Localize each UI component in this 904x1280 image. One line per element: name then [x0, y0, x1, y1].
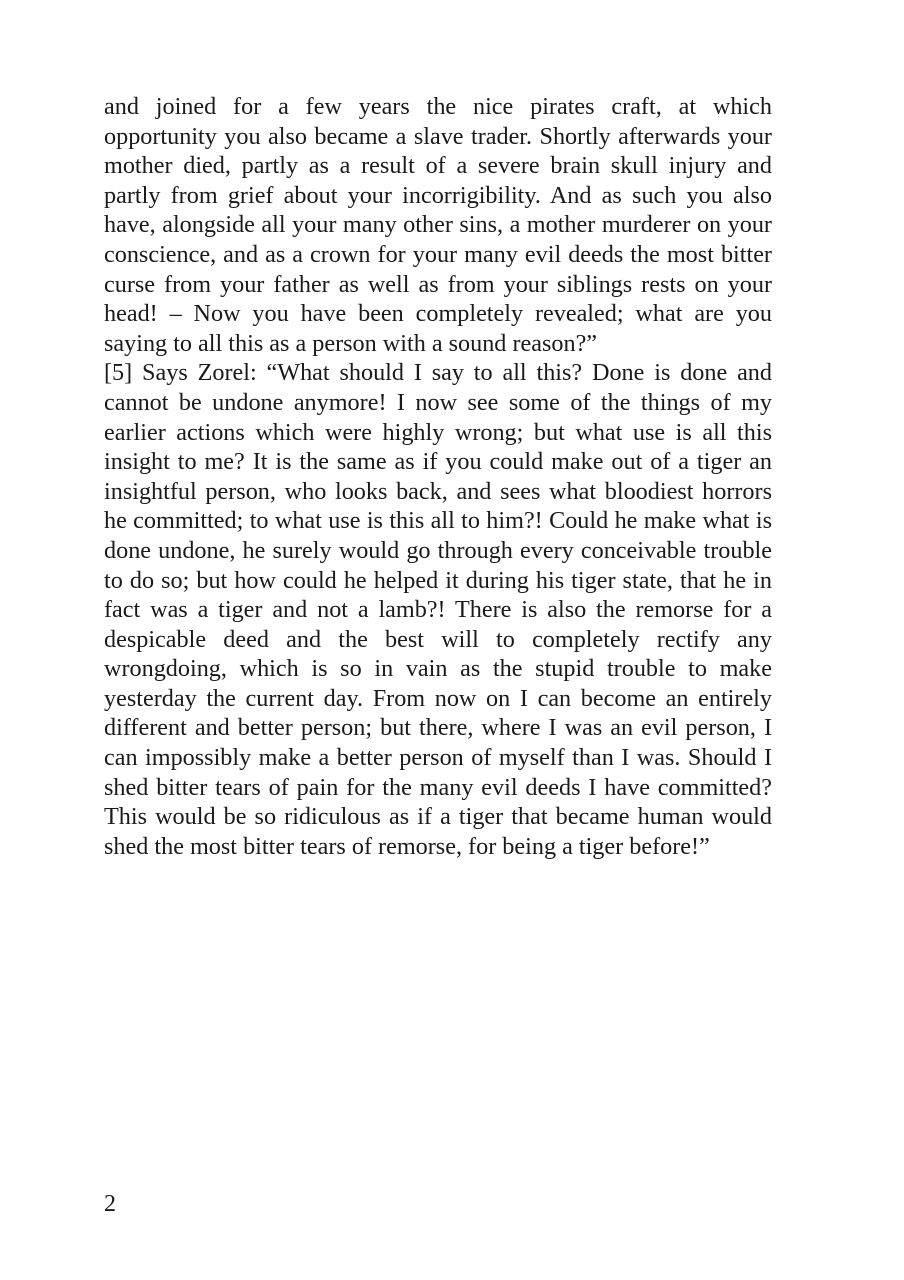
paragraph-continuation: and joined for a few years the nice pirates craft, at which opportunity you also became a slave trader. Shortly afterwards your mother died, partly as a result of a severe brain skull injury and partly from grief about your incorrigibility. And as such you also have, alongside all your many other sins, a mother murderer on your conscience, and as a crown for your many evil deeds the most bitter curse from your father as well as from your siblings rests on your head! – Now you have been completely revealed; what are you saying to all this as a person with a sound reason?”	[104, 93, 772, 357]
paragraph-5: [5] Says Zorel: “What should I say to all this? Done is done and cannot be undone anymore! I now see some of the things of my earlier actions which were highly wrong; but what use is all this insight to me? It is the same as if you could make out of a tiger an insightful person, who looks back, and sees what bloodiest horrors he committed; to what use is this all to him?! Could he make what is done undone, he surely would go through every conceivable trouble to do so; but how could he helped it during his tiger state, that he in fact was a tiger and not a lamb?! There is also the remorse for a despicable deed and the best will to completely rectify any wrongdoing, which is so in vain as the stupid trouble to make yesterday the current day. From now on I can become an entirely different and better person; but there, where I was an evil person, I can impossibly make a better person of myself than I was. Should I shed bitter tears of pain for the many evil deeds I have committed? This would be so ridiculous as if a tiger that became human would shed the most bitter tears of remorse, for being a tiger before!”	[104, 359, 772, 860]
body-text	[104, 92, 772, 861]
page-number: 2	[104, 1191, 116, 1217]
